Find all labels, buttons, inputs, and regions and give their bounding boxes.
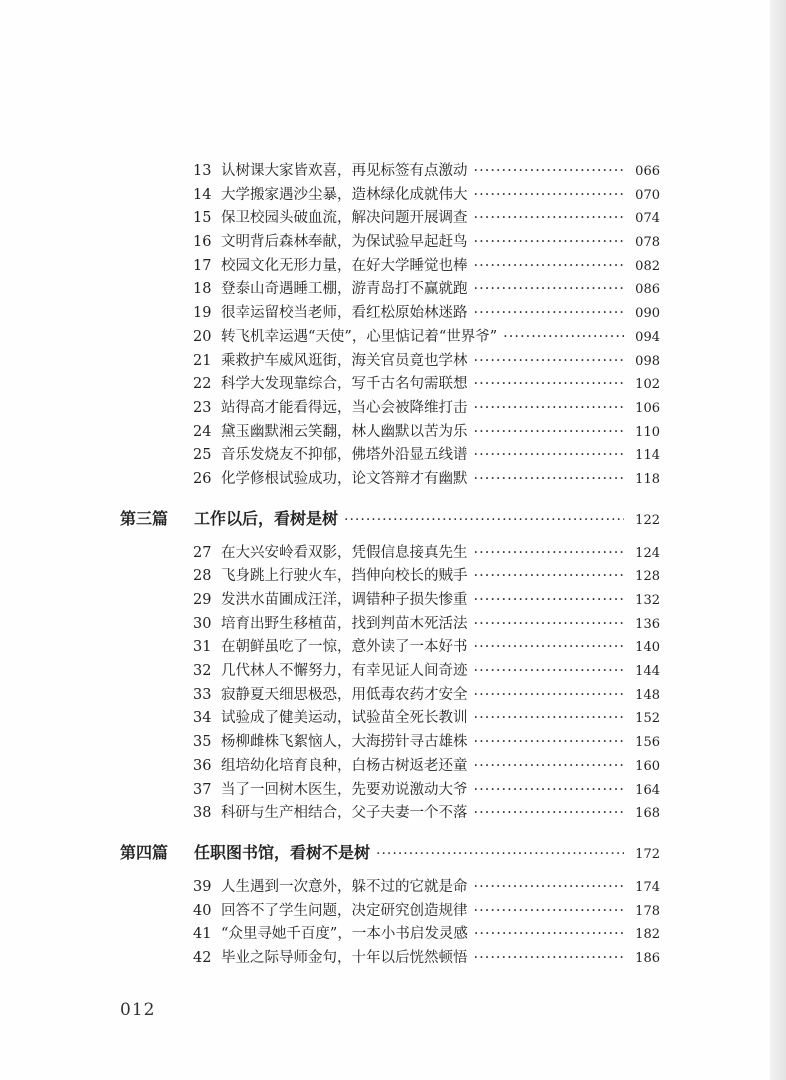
entry-number: 35 xyxy=(193,734,212,751)
toc-entry xyxy=(120,397,660,421)
toc-entry xyxy=(120,542,660,566)
entry-title: 化学修根试验成功，论文答辩才有幽默 xyxy=(221,470,468,487)
leader-dots xyxy=(474,542,625,566)
leader-dots xyxy=(474,802,625,826)
toc-entry xyxy=(120,231,660,255)
toc-entry xyxy=(120,589,660,613)
leader-dots xyxy=(474,373,625,397)
entry-title: 登泰山奇遇睡工棚，游青岛打不赢就跑 xyxy=(221,281,468,298)
leader-dots xyxy=(474,444,625,468)
entry-number: 40 xyxy=(193,902,212,919)
leader-dots xyxy=(474,278,625,302)
entry-number: 14 xyxy=(193,186,212,203)
toc-entry xyxy=(120,326,660,350)
leader-dots xyxy=(474,947,625,971)
toc-entry xyxy=(120,302,660,326)
page-edge xyxy=(770,0,786,1080)
leader-dots xyxy=(474,731,625,755)
leader-dots xyxy=(474,397,625,421)
entry-page-number: 078 xyxy=(635,235,660,251)
leader-dots xyxy=(474,468,625,492)
page-folio: 012 xyxy=(120,1000,156,1020)
leader-dots xyxy=(376,840,624,868)
entry-page-number: 144 xyxy=(635,664,660,680)
leader-dots xyxy=(474,779,625,803)
toc-entry xyxy=(120,802,660,826)
entry-title: 校园文化无形力量，在好大学睡觉也棒 xyxy=(221,257,468,274)
leader-dots xyxy=(474,207,625,231)
entry-number: 26 xyxy=(193,470,212,487)
entry-page-number: 098 xyxy=(635,353,660,369)
entry-number: 29 xyxy=(193,592,212,608)
entry-title: 乘救护车威风逛街，海关官员竟也学林 xyxy=(221,352,468,369)
entry-number: 32 xyxy=(193,663,212,680)
toc-entry xyxy=(120,373,660,397)
entry-page-number: 082 xyxy=(635,258,660,274)
entry-number: 19 xyxy=(193,305,212,322)
entry-title: 站得高才能看得远，当心会被降维打击 xyxy=(221,399,468,416)
entry-page-number: 140 xyxy=(635,640,660,656)
entry-page-number: 168 xyxy=(635,806,660,822)
entry-page-number: 102 xyxy=(635,377,660,393)
entry-title: 科学大发现靠综合，写千古名句需联想 xyxy=(221,376,468,393)
part-label: 第三篇 xyxy=(120,508,169,528)
entry-title: 认树课大家皆欢喜，再见标签有点激动 xyxy=(221,163,468,179)
entry-title: 发洪水苗圃成汪洋，调错种子损失惨重 xyxy=(221,592,468,608)
entry-number: 41 xyxy=(193,926,212,943)
part-label: 第四篇 xyxy=(120,842,169,862)
leader-dots xyxy=(474,302,625,326)
entry-page-number: 148 xyxy=(635,687,660,703)
entry-page-number: 152 xyxy=(635,711,660,727)
toc-entry xyxy=(120,900,660,924)
entry-number: 16 xyxy=(193,234,212,251)
toc-entry xyxy=(120,444,660,468)
entry-title: 音乐发烧友不抑郁，佛塔外沿显五线谱 xyxy=(221,447,468,464)
entry-page-number: 094 xyxy=(635,329,660,345)
entry-group-b xyxy=(120,542,660,826)
leader-dots xyxy=(503,326,624,350)
entry-title: 毕业之际导师金句，十年以后恍然顿悟 xyxy=(221,949,468,966)
entry-page-number: 178 xyxy=(635,903,660,919)
toc-entry xyxy=(120,755,660,779)
leader-dots xyxy=(474,421,625,445)
entry-page-number: 128 xyxy=(635,569,660,585)
entry-number: 25 xyxy=(193,447,212,464)
toc-entry xyxy=(120,636,660,660)
entry-number: 22 xyxy=(193,376,212,393)
entry-page-number: 160 xyxy=(635,758,660,774)
entry-title: 组培幼化培育良种，白杨古树返老还童 xyxy=(221,757,468,774)
entry-page-number: 186 xyxy=(635,950,660,966)
entry-title: 转飞机幸运遇“天使”，心里惦记着“世界爷” xyxy=(221,328,498,345)
leader-dots xyxy=(474,231,625,255)
entry-page-number: 086 xyxy=(635,282,660,298)
entry-number: 31 xyxy=(193,639,212,656)
part-page-number: 172 xyxy=(635,846,660,862)
entry-title: 大学搬家遇沙尘暴，造林绿化成就伟大 xyxy=(221,186,468,203)
entry-number: 23 xyxy=(193,399,212,416)
entry-number: 13 xyxy=(193,163,212,179)
toc-entry xyxy=(120,947,660,971)
part-heading-3 xyxy=(120,505,660,533)
toc-entry xyxy=(120,731,660,755)
entry-page-number: 070 xyxy=(635,187,660,203)
leader-dots xyxy=(474,660,625,684)
entry-title: 在朝鲜虽吃了一惊，意外读了一本好书 xyxy=(221,639,468,656)
entry-number: 42 xyxy=(193,949,212,966)
leader-dots xyxy=(474,707,625,731)
entry-page-number: 136 xyxy=(635,616,660,632)
toc-entry xyxy=(120,278,660,302)
entry-number: 27 xyxy=(193,544,212,561)
entry-title: 文明背后森林奉献，为保试验早起赶鸟 xyxy=(221,234,468,251)
toc-entry xyxy=(120,779,660,803)
entry-group-c xyxy=(120,876,660,971)
leader-dots xyxy=(474,755,625,779)
entry-number: 28 xyxy=(193,568,212,585)
entry-title: 人生遇到一次意外，躲不过的它就是命 xyxy=(221,878,468,895)
toc-entry xyxy=(120,876,660,900)
entry-title: 在大兴安岭看双影，凭假信息接真先生 xyxy=(221,544,468,561)
toc-entry xyxy=(120,565,660,589)
entry-number: 15 xyxy=(193,210,212,227)
toc-entry xyxy=(120,421,660,445)
entry-group-a xyxy=(120,160,660,492)
part-title: 工作以后，看树是树 xyxy=(194,508,339,528)
entry-title: 寂静夏天细思极恐，用低毒农药才安全 xyxy=(221,686,468,703)
entry-number: 20 xyxy=(193,328,212,345)
entry-page-number: 182 xyxy=(635,927,660,943)
part-title: 任职图书馆，看树不是树 xyxy=(194,842,371,862)
part-heading-4 xyxy=(120,839,660,867)
entry-title: 保卫校园头破血流，解决问题开展调查 xyxy=(221,210,468,227)
leader-dots xyxy=(474,184,625,208)
entry-page-number: 106 xyxy=(635,400,660,416)
entry-number: 18 xyxy=(193,281,212,298)
entry-page-number: 114 xyxy=(635,448,660,464)
entry-page-number: 132 xyxy=(635,593,660,608)
entry-number: 33 xyxy=(193,686,212,703)
entry-number: 36 xyxy=(193,757,212,774)
entry-page-number: 156 xyxy=(635,735,660,751)
toc-entry xyxy=(120,184,660,208)
leader-dots xyxy=(474,923,624,947)
leader-dots xyxy=(474,565,625,589)
leader-dots xyxy=(474,160,625,184)
entry-number: 24 xyxy=(193,423,212,440)
entry-title: 很幸运留校当老师，看红松原始林迷路 xyxy=(221,305,468,322)
toc-entry xyxy=(120,160,660,184)
table-of-contents xyxy=(120,160,660,971)
entry-title: 培育出野生移植苗，找到判苗木死活法 xyxy=(221,615,468,632)
entry-title: 飞身跳上行驶火车，挡伸向校长的贼手 xyxy=(221,568,468,585)
toc-entry xyxy=(120,923,660,947)
toc-entry xyxy=(120,660,660,684)
entry-number: 37 xyxy=(193,781,212,798)
toc-entry xyxy=(120,613,660,637)
entry-number: 34 xyxy=(193,710,212,727)
part-page-number: 122 xyxy=(635,512,660,528)
leader-dots xyxy=(474,684,625,708)
toc-entry xyxy=(120,684,660,708)
toc-entry xyxy=(120,207,660,231)
entry-number: 30 xyxy=(193,615,212,632)
entry-page-number: 124 xyxy=(635,545,660,561)
entry-title: 试验成了健美运动，试验苗全死长教训 xyxy=(221,710,468,727)
entry-title: 科研与生产相结合，父子夫妻一个不落 xyxy=(221,805,468,822)
entry-number: 39 xyxy=(193,878,212,895)
entry-title: 回答不了学生问题，决定研究创造规律 xyxy=(221,902,468,919)
entry-title: 当了一回树木医生，先要劝说激动大爷 xyxy=(221,781,468,798)
entry-title: 几代林人不懈努力，有幸见证人间奇迹 xyxy=(221,663,468,680)
entry-page-number: 090 xyxy=(635,306,660,322)
entry-page-number: 118 xyxy=(635,471,660,487)
leader-dots xyxy=(474,350,625,374)
leader-dots xyxy=(474,613,625,637)
entry-page-number: 174 xyxy=(635,879,660,895)
entry-title: “众里寻她千百度”，一本小书启发灵感 xyxy=(221,926,468,943)
leader-dots xyxy=(474,589,625,613)
entry-title: 黛玉幽默湘云笑翻，林人幽默以苦为乐 xyxy=(221,423,468,440)
entry-page-number: 066 xyxy=(635,164,660,179)
toc-entry xyxy=(120,468,660,492)
entry-page-number: 164 xyxy=(635,782,660,798)
leader-dots xyxy=(474,636,625,660)
entry-number: 21 xyxy=(193,352,212,369)
leader-dots xyxy=(474,255,625,279)
entry-page-number: 110 xyxy=(635,424,660,440)
leader-dots xyxy=(344,506,624,534)
toc-entry xyxy=(120,707,660,731)
leader-dots xyxy=(474,876,625,900)
entry-page-number: 074 xyxy=(635,211,660,227)
entry-title: 杨柳雌株飞絮恼人，大海捞针寻古雄株 xyxy=(221,734,468,751)
toc-entry xyxy=(120,350,660,374)
leader-dots xyxy=(474,900,625,924)
entry-number: 38 xyxy=(193,805,212,822)
toc-entry xyxy=(120,255,660,279)
entry-number: 17 xyxy=(193,257,212,274)
